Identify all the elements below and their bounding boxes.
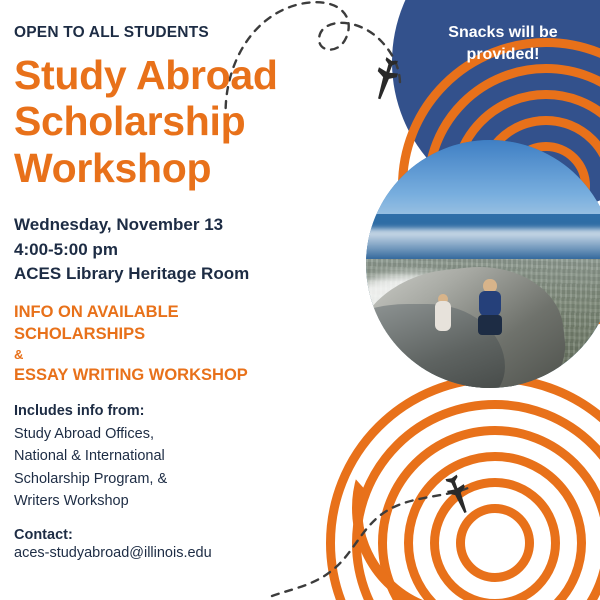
highlight-ampersand: & <box>14 347 24 363</box>
event-time: 4:00-5:00 pm <box>14 239 118 259</box>
includes-list <box>14 423 364 513</box>
event-location: ACES Library Heritage Room <box>14 264 250 284</box>
title-line-3: Workshop <box>14 144 212 191</box>
highlight-line-1: INFO ON AVAILABLE <box>14 302 179 321</box>
highlight-scholarships <box>14 301 364 346</box>
poster-text-column <box>14 24 364 561</box>
includes-heading: Includes info from: <box>14 402 145 419</box>
highlight-essay-workshop: ESSAY WRITING WORKSHOP <box>14 366 248 385</box>
event-details <box>14 213 364 287</box>
airplane-icon <box>370 56 402 102</box>
snacks-badge <box>418 22 588 65</box>
contact-heading: Contact: <box>14 526 73 543</box>
event-date: Wednesday, November 13 <box>14 214 224 234</box>
highlight-line-2: SCHOLARSHIPS <box>14 325 146 344</box>
hiker-secondary <box>433 294 453 331</box>
title-line-1: Study Abroad <box>14 52 278 98</box>
snacks-badge-line-1: Snacks will be <box>448 24 558 41</box>
page-title <box>14 52 364 191</box>
eyebrow-text: OPEN TO ALL STUDENTS <box>14 24 209 41</box>
hiker-primary <box>475 279 505 334</box>
contact-email[interactable]: aces-studyabroad@illinois.edu <box>14 544 212 561</box>
snacks-badge-line-2: provided! <box>466 45 540 63</box>
title-line-2: Scholarship <box>14 98 246 145</box>
includes-line-4: Writers Workshop <box>14 493 129 510</box>
includes-line-2: National & International <box>14 448 165 465</box>
mountain-hikers-photo <box>366 140 600 388</box>
includes-line-1: Study Abroad Offices, <box>14 425 154 442</box>
includes-line-3: Scholarship Program, & <box>14 470 168 487</box>
